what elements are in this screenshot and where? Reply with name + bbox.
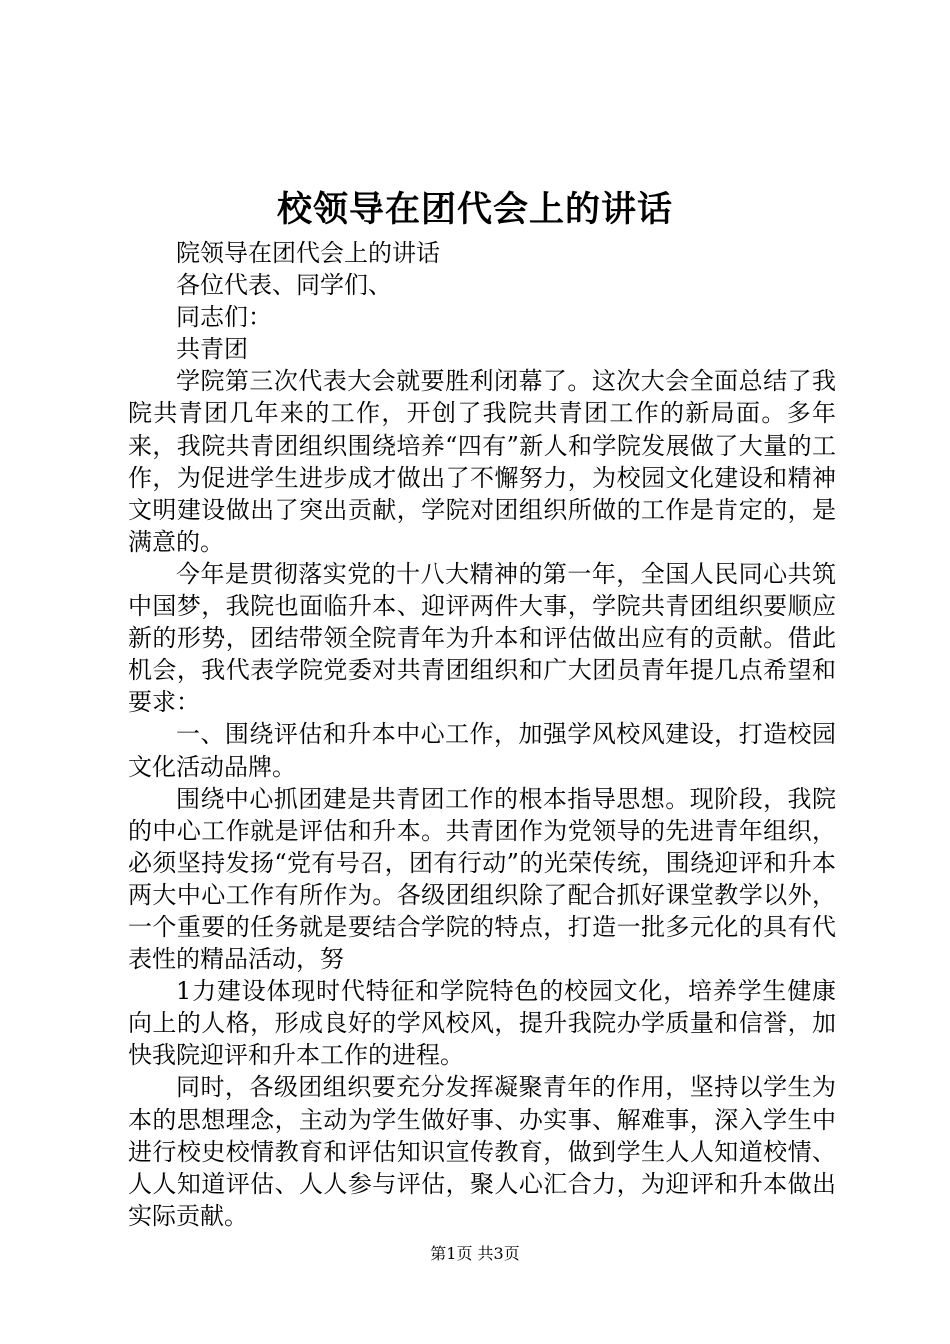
- paragraph-salutation-3: 共青团: [176, 335, 248, 364]
- paragraph-heading-line: 院领导在团代会上的讲话: [176, 239, 440, 267]
- page-title: 校领导在团代会上的讲话: [276, 189, 673, 230]
- paragraph-salutation-1: 各位代表、同学们、: [176, 271, 392, 300]
- document-body: [128, 237, 836, 1232]
- page-indicator: 第1页 共3页: [430, 1244, 520, 1263]
- paragraph-body: 今年是贯彻落实党的十八大精神的第一年，全国人民同心共筑中国梦，我院也面临升本、迎评两件大事，学院共青团组织要顺应新的形势，团结带领全院青年为升本和评估做出应有的贡献。借此机会，我代表学院党委对共青团组织和广大团员青年提几点希望和要求：: [128, 559, 836, 717]
- paragraph-body: 1力建设体现时代特征和学院特色的校园文化，培养学生健康向上的人格，形成良好的学风校风，提升我院办学质量和信誉，加快我院迎评和升本工作的进程。: [128, 977, 836, 1070]
- paragraph-section-heading: 一、围绕评估和升本中心工作，加强学风校风建设，打造校园文化活动品牌。: [128, 720, 836, 781]
- paragraph-body: 同时，各级团组织要充分发挥凝聚青年的作用，坚持以学生为本的思想理念，主动为学生做好事、办实事、解难事，深入学生中进行校史校情教育和评估知识宣传教育，做到学生人人知道校情、人人知道评估、人人参与评估，聚人心汇合力，为迎评和升本做出实际贡献。: [128, 1073, 836, 1230]
- paragraph-body: 学院第三次代表大会就要胜利闭幕了。这次大会全面总结了我院共青团几年来的工作，开创了我院共青团工作的新局面。多年来，我院共青团组织围绕培养“四有”新人和学院发展做了大量的工作，为促进学生进步成才做出了不懈努力，为校园文化建设和精神文明建设做出了突出贡献，学院对团组织所做的工作是肯定的，是满意的。: [128, 367, 836, 556]
- paragraph-body: 围绕中心抓团建是共青团工作的根本指导思想。现阶段，我院的中心工作就是评估和升本。共青团作为党领导的先进青年组织，必须坚持发扬“党有号召，团有行动”的光荣传统，围绕迎评和升本两大中心工作有所作为。各级团组织除了配合抓好课堂教学以外，一个重要的任务就是要结合学院的特点，打造一批多元化的具有代表性的精品活动，努: [128, 784, 836, 974]
- paragraph-salutation-2: 同志们：: [176, 303, 272, 332]
